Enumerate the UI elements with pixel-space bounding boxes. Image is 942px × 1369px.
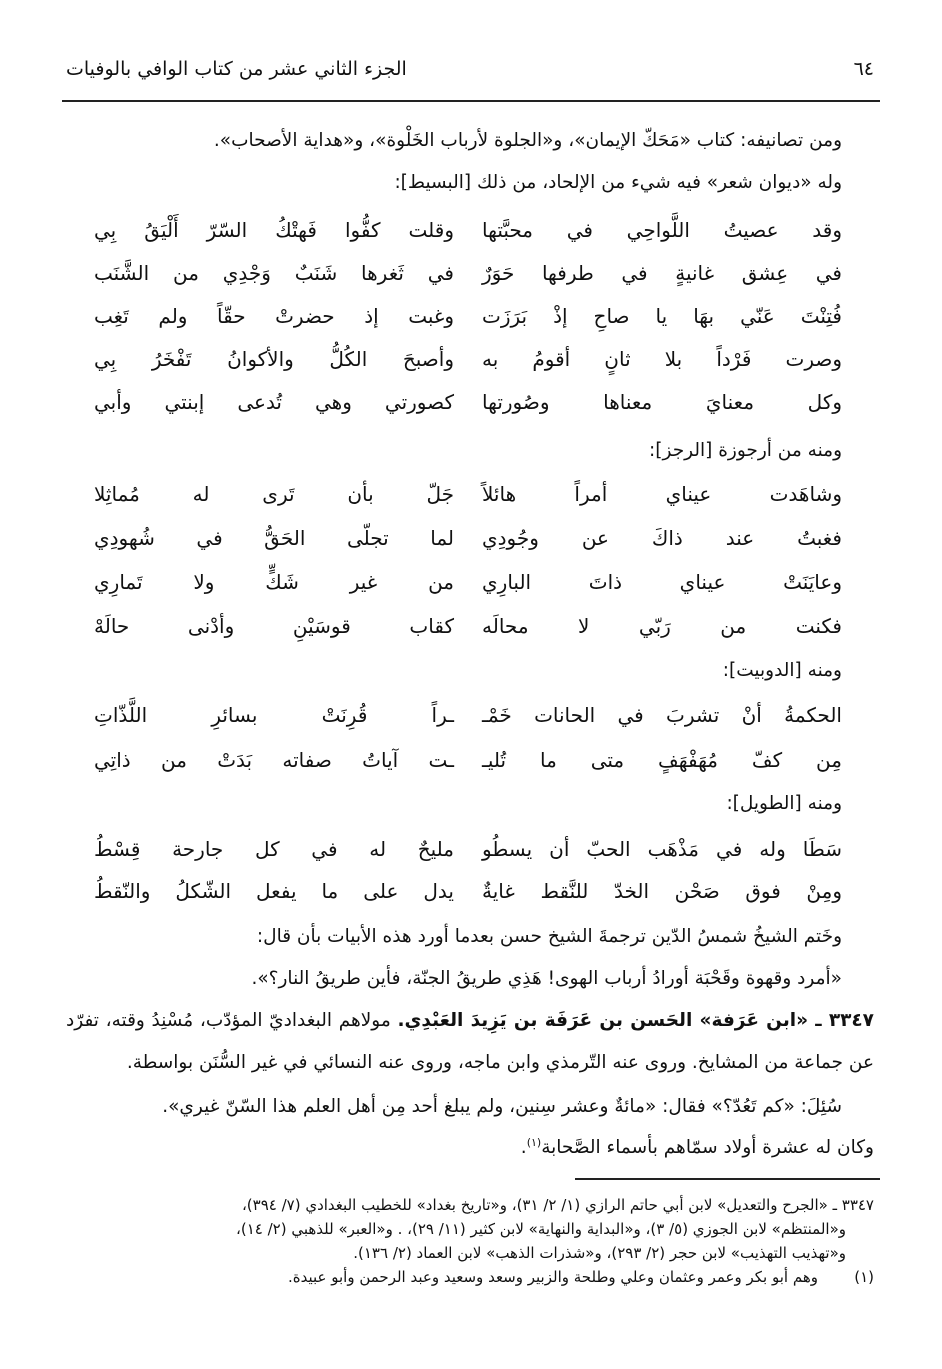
verse-second-hemistich: وغبت إذ حضرتْ حقّاً ولم تَغِب [94,304,454,328]
intro-line: وله «ديوان شعر» فيه شيء من الإلحاد، من ذلك [البسيط]: [394,172,842,193]
entry-text: سُئِلَ: «كم تَعُدّ؟» فقال: «مائةٌ وعشر سِنين، ولم يبلغ أحد مِن أهل العلم هذا السّنّ غيري». [162,1096,842,1117]
verse-second-hemistich: ـت آياتُ صفاته بَدَتْ من ذاتِي [94,748,454,772]
footnote-text: وهم أبو بكر وعمر وعثمان وعلي وطلحة والزبير وسعد وسعيد وعبد الرحمن وأبو عبيدة. [287,1268,818,1286]
verse-second-hemistich: من غير شَكٍّ ولا تَمارِي [94,570,454,594]
verse-first-hemistich: في عِشق غانيةٍ في طرفها حَوَرٌ [482,261,842,285]
entry-last-line: وكان له عشرة أولاد سمّاهم بأسماء الصَّحابة [541,1137,874,1159]
verse-first-hemistich: وقد عصيتُ اللَّواحِي في محبَّتها [482,218,842,242]
intro-line: ومن تصانيفه: كتاب «مَحَكّ الإيمان»، و«الجلوة لأرباب الخَلْوة»، و«هداية الأصحاب». [213,130,842,151]
entry-text: عن جماعة من المشايخ. وروى عنه التّرمذي وابن ماجه، وروى عنه النسائي في غير السُّنَن بواسطة. [126,1052,874,1073]
entry-heading-line [66,1010,874,1031]
entry-text [521,1136,874,1158]
verse-second-hemistich: كصورتي وهي تُدعى إبنتي وأبي [94,390,454,414]
page-number: ٦٤ [853,58,874,80]
verse-first-hemistich: مِن كفّ مُهَفْهَفٍ متى ما تُليـ [482,748,842,772]
verse-second-hemistich: في ثَغرها شَنَبٌ وَجْدِي من الشَّنَب [94,261,454,285]
section-heading: ومنه [الدوبيت]: [722,660,842,681]
verse-first-hemistich: فغبتُ عند ذاكَ عن وجُودِي [482,526,842,550]
verse-first-hemistich: وصرت فَرْداً بلا ثانٍ أقومُ به [482,347,842,371]
verse-second-hemistich: يدل على ما يفعل الشّكلُ والنّقطُ [94,879,454,903]
verse-second-hemistich: وقلت كفُّوا فَهتْكُ السّرّ أَلْيَقُ بِي [94,218,454,242]
verse-first-hemistich: ومِنْ فوق صَحْن الخدّ للنَّقط غايةٌ [482,879,842,903]
footnote-source: ٣٣٤٧ ـ «الجرح والتعديل» لابن أبي حاتم الرازي (١/ ٢/ ٣١)، و«تاريخ بغداد» للخطيب البغدادي (٧/ ٣٩٤)، [241,1196,874,1214]
running-title: الجزء الثاني عشر من كتاب الوافي بالوفيات [66,58,407,80]
verse-first-hemistich: وكل معنايَ معناها وصُورتها [482,390,842,414]
closing-quote: «أمرد وقهوة وقَحْبَة أورادُ أرباب الهوى! هَذِي طريقُ الجنّة، فأين طريقُ النار؟». [251,968,842,989]
section-heading: ومنه [الطويل]: [726,793,842,814]
period: . [520,1137,527,1159]
footnote-ref: (١) [526,1136,542,1149]
verse-second-hemistich: لما تجلّى الحَقُّ في شُهودِي [94,526,454,550]
verse-second-hemistich: وأصبحَ الكُلُّ والأكوانُ تَفْخَرُ بِي [94,347,454,371]
header-rule [62,100,880,102]
entry-title: ٣٣٤٧ ـ «ابن عَرَفة» الحَسن بن عَرَفَة بن يَزِيدَ العَبْدِي. [397,1010,874,1031]
verse-second-hemistich: كقاب قوسَيْنِ وأدْنى حالَهْ [94,614,454,638]
verse-second-hemistich: ـراً قُرِنَتْ بسائرِ اللَّذّاتِ [94,703,454,727]
footnote-rule [575,1178,880,1180]
section-heading: ومنه من أرجوزة [الرجز]: [649,440,842,461]
footnote-source: و«تهذيب التهذيب» لابن حجر (٢/ ٢٩٣)، و«شذرات الذهب» لابن العماد (٢/ ١٣٦). [353,1244,846,1262]
footnote-source: و«المنتظم» لابن الجوزي (٥/ ٣)، و«البداية والنهاية» لابن كثير (١١/ ٢٩)، . و«العبر» للذهبي (٢/ ١٤)، [235,1220,846,1238]
verse-second-hemistich: جَلّ بأن تَرى له مُماثِلا [94,482,454,506]
verse-first-hemistich: سَطَا وله في مَذْهَب الحبّ أن يسطُو [482,837,842,861]
footnote-mark: (١) [854,1268,874,1286]
verse-first-hemistich: وعايَنَتْ عيناي ذاتَ البارِي [482,570,842,594]
verse-first-hemistich: وشاهَدت عيناي أمراً هائلاً [482,482,842,506]
entry-text: مولاهم البغداديّ المؤدّب، مُسْنِدُ وقته، تفرّد [66,1010,391,1031]
verse-first-hemistich: الحكمةُ أنْ تشربَ في الحانات خَمْـ [482,703,842,727]
closing-line: وخَتم الشيخُ شمسُ الدّين ترجمةَ الشيخ حسن بعدما أورد هذه الأبيات بأن قال: [256,926,842,947]
verse-first-hemistich: فكنت من رَبّي لا محالَه [482,614,842,638]
verse-first-hemistich: فُتِنْتَ عَنّي بهَا يا صاحِ إذْ بَرَزَت [482,304,842,328]
verse-second-hemistich: مليحٌ له في كل جارحة قِسْطُ [94,837,454,861]
